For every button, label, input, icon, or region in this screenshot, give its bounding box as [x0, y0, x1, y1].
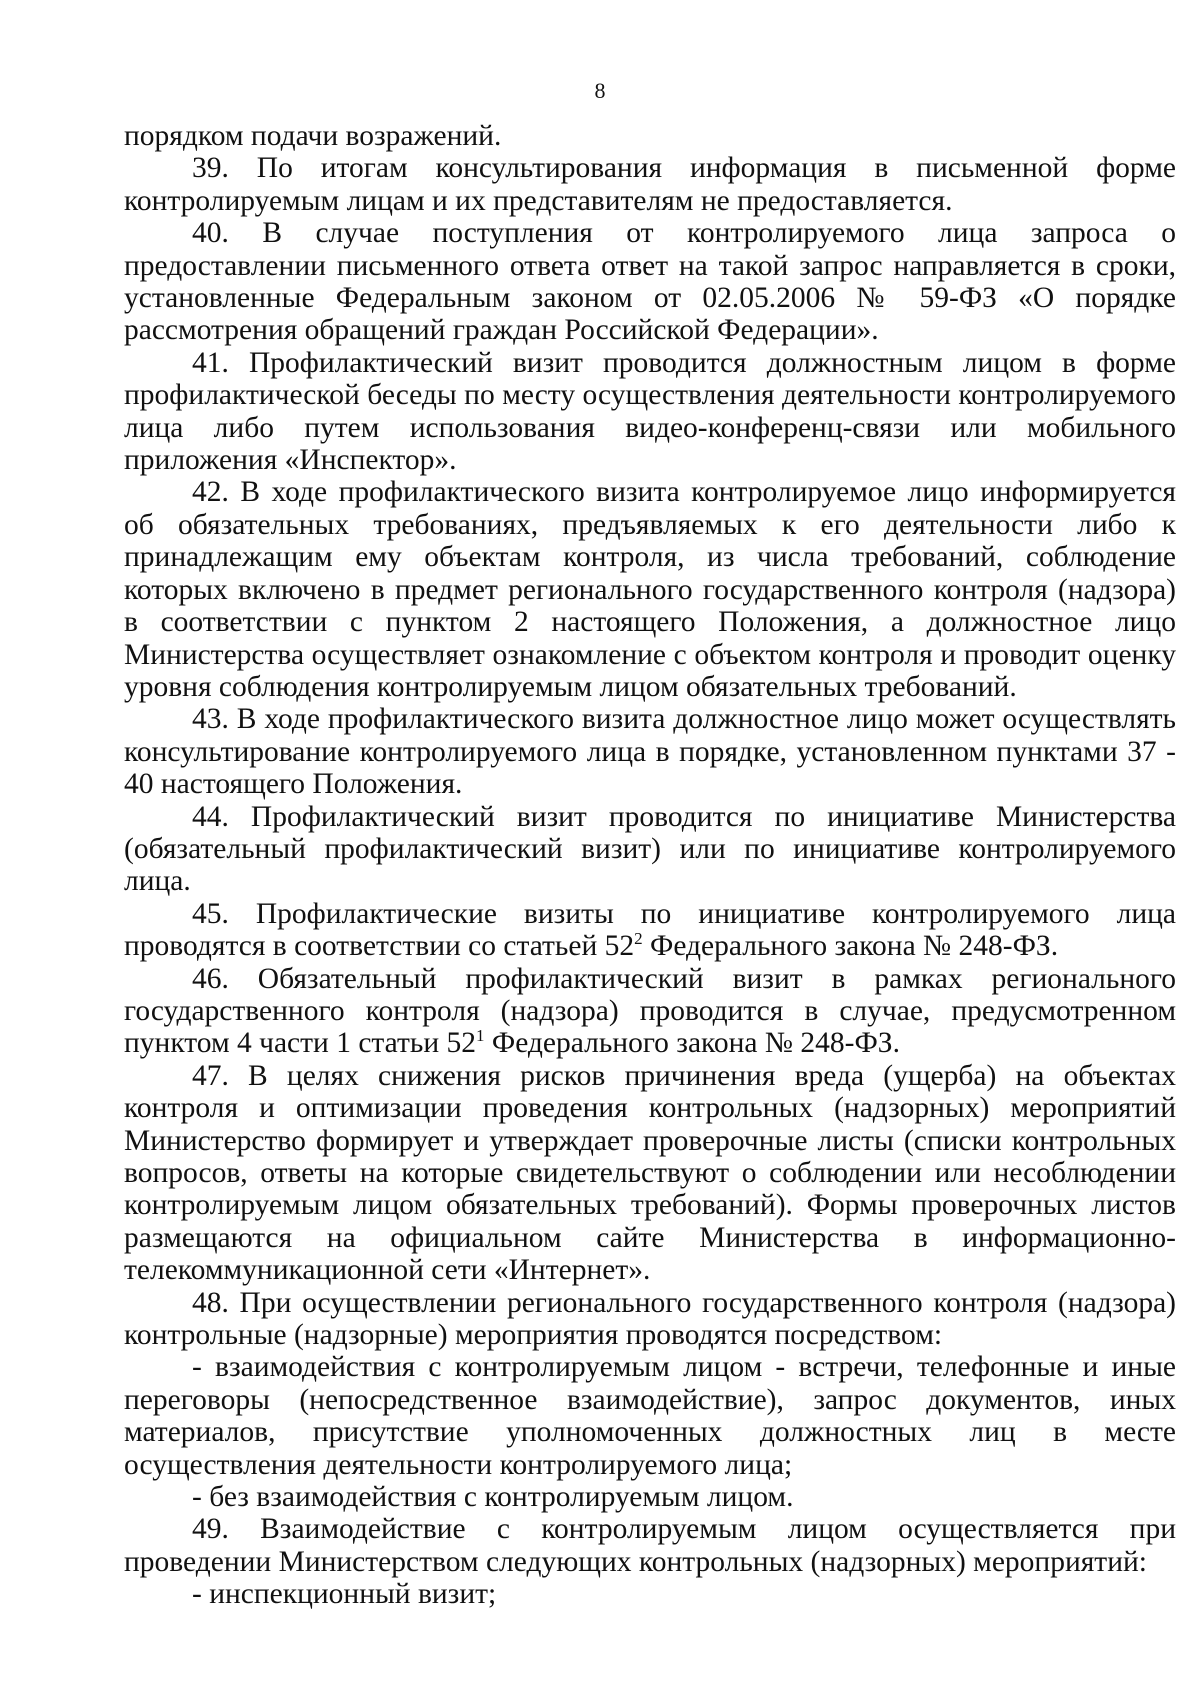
superscript-1: 1: [476, 1026, 485, 1046]
paragraph-40: 40. В случае поступления от контролируемого лица запроса о предоставлении письменного ответа ответ на такой запрос направляется в сроки, установленные Федеральным законом от 02.05.2006 № 59-ФЗ «О порядке рассмотрения обращений граждан Российской Федерации».: [124, 217, 1176, 347]
paragraph-46-text-end: Федерального закона № 248-ФЗ.: [484, 1027, 900, 1060]
page-number: 8: [594, 78, 606, 103]
paragraph-41: 41. Профилактический визит проводится должностным лицом в форме профилактической беседы по месту осуществления деятельности контролируемого лица либо путем использования видео-конференц-связи или мобильного приложения «Инспектор».: [124, 346, 1176, 477]
paragraph-47: 47. В целях снижения рисков причинения вреда (ущерба) на объектах контроля и оптимизации проведения контрольных (надзорных) мероприятий Министерство формирует и утверждает проверочные листы (списки контрольных вопросов, ответы на которые свидетельствуют о соблюдении или несоблюдении контролируемым лицом обязательных требований). Формы проверочных листов размещаются на официальном сайте Министерства в информационно-телекоммуникационной сети «Интернет».: [124, 1059, 1176, 1287]
document-body: [124, 120, 1176, 1611]
paragraph-45-text: 45. Профилактические визиты по инициативе контролируемого лица проводятся в соответствии со статьей 52: [124, 897, 1176, 963]
paragraph-continuation: порядком подачи возражений.: [124, 120, 502, 152]
paragraph-39: 39. По итогам консультирования информация в письменной форме контролируемым лицам и их представителям не предоставляется.: [124, 152, 1176, 217]
paragraph-42: 42. В ходе профилактического визита контролируемое лицо информируется об обязательных требованиях, предъявляемых к его деятельности либо к принадлежащим ему объектам контроля, из числа требований, соблюдение которых включено в предмет регионального государственного контроля (надзора) в соответствии с пунктом 2 настоящего Положения, а должностное лицо Министерства осуществляет ознакомление с объектом контроля и проводит оценку уровня соблюдения контролируемым лицом обязательных требований.: [124, 476, 1176, 703]
paragraph-45-text-end: Федерального закона № 248-ФЗ.: [642, 930, 1059, 963]
paragraph-46: [124, 963, 1176, 1060]
paragraph-46-text: 46. Обязательный профилактический визит в рамках регионального государственного контроля (надзора) проводится в случае, предусмотренном пунктом 4 части 1 статьи 52: [124, 962, 1176, 1060]
list-item-interaction: - взаимодействия с контролируемым лицом - встречи, телефонные и иные переговоры (непосредственное взаимодействие), запрос документов, иных материалов, присутствие уполномоченных должностных лиц в месте осуществления деятельности контролируемого лица;: [124, 1351, 1176, 1481]
superscript-2: 2: [634, 929, 643, 949]
paragraph-44: 44. Профилактический визит проводится по инициативе Министерства (обязательный профилактический визит) или по инициативе контролируемого лица.: [124, 800, 1176, 898]
list-item-inspection-visit: - инспекционный визит;: [192, 1578, 497, 1611]
paragraph-45: [124, 898, 1176, 963]
paragraph-48: 48. При осуществлении регионального государственного контроля (надзора) контрольные (надзорные) мероприятия проводятся посредством:: [124, 1286, 1176, 1352]
paragraph-43: 43. В ходе профилактического визита должностное лицо может осуществлять консультирование контролируемого лица в порядке, установленном пунктами 37 - 40 настоящего Положения.: [124, 703, 1176, 801]
paragraph-49: 49. Взаимодействие с контролируемым лицом осуществляется при проведении Министерством следующих контрольных (надзорных) мероприятий:: [124, 1513, 1176, 1578]
list-item-no-interaction: - без взаимодействия с контролируемым лицом.: [192, 1481, 794, 1514]
